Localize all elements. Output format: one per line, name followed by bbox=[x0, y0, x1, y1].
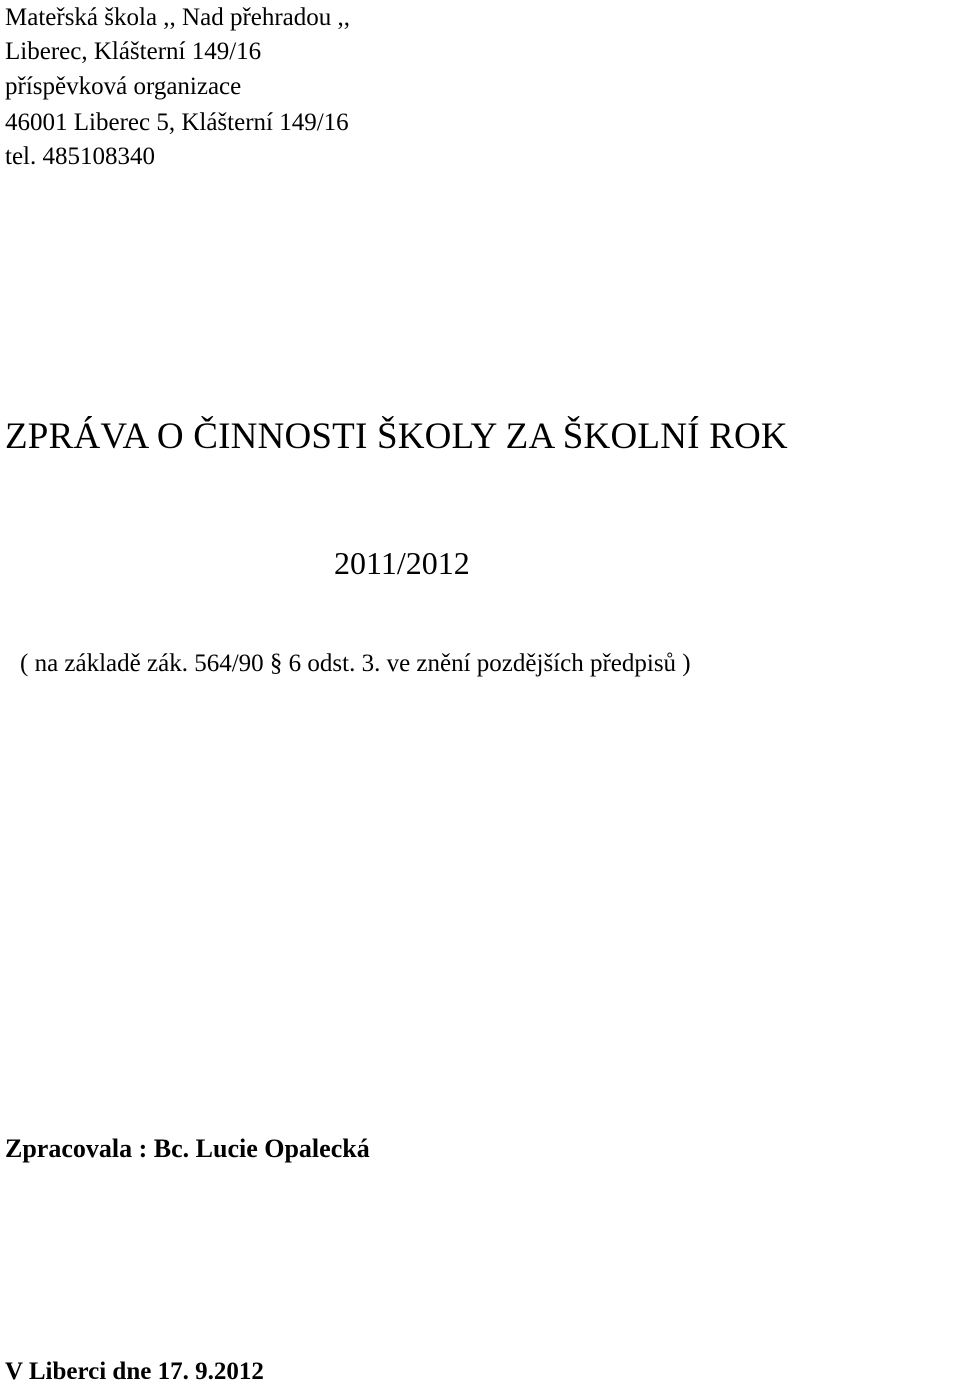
organization-type: příspěvková organizace bbox=[5, 73, 242, 100]
school-name: Mateřská škola ,, Nad přehradou ,, bbox=[5, 4, 351, 31]
postal-address: 46001 Liberec 5, Klášterní 149/16 bbox=[5, 109, 349, 136]
telephone: tel. 485108340 bbox=[5, 143, 155, 170]
legal-basis: ( na základě zák. 564/90 § 6 odst. 3. ve znění pozdějších předpisů ) bbox=[20, 650, 691, 677]
prepared-by: Zpracovala : Bc. Lucie Opalecká bbox=[5, 1134, 370, 1163]
school-year: 2011/2012 bbox=[334, 545, 470, 581]
place-and-date: V Liberci dne 17. 9.2012 bbox=[5, 1358, 264, 1385]
school-city-address: Liberec, Klášterní 149/16 bbox=[5, 38, 262, 65]
report-title: ZPRÁVA O ČINNOSTI ŠKOLY ZA ŠKOLNÍ ROK bbox=[5, 416, 788, 457]
